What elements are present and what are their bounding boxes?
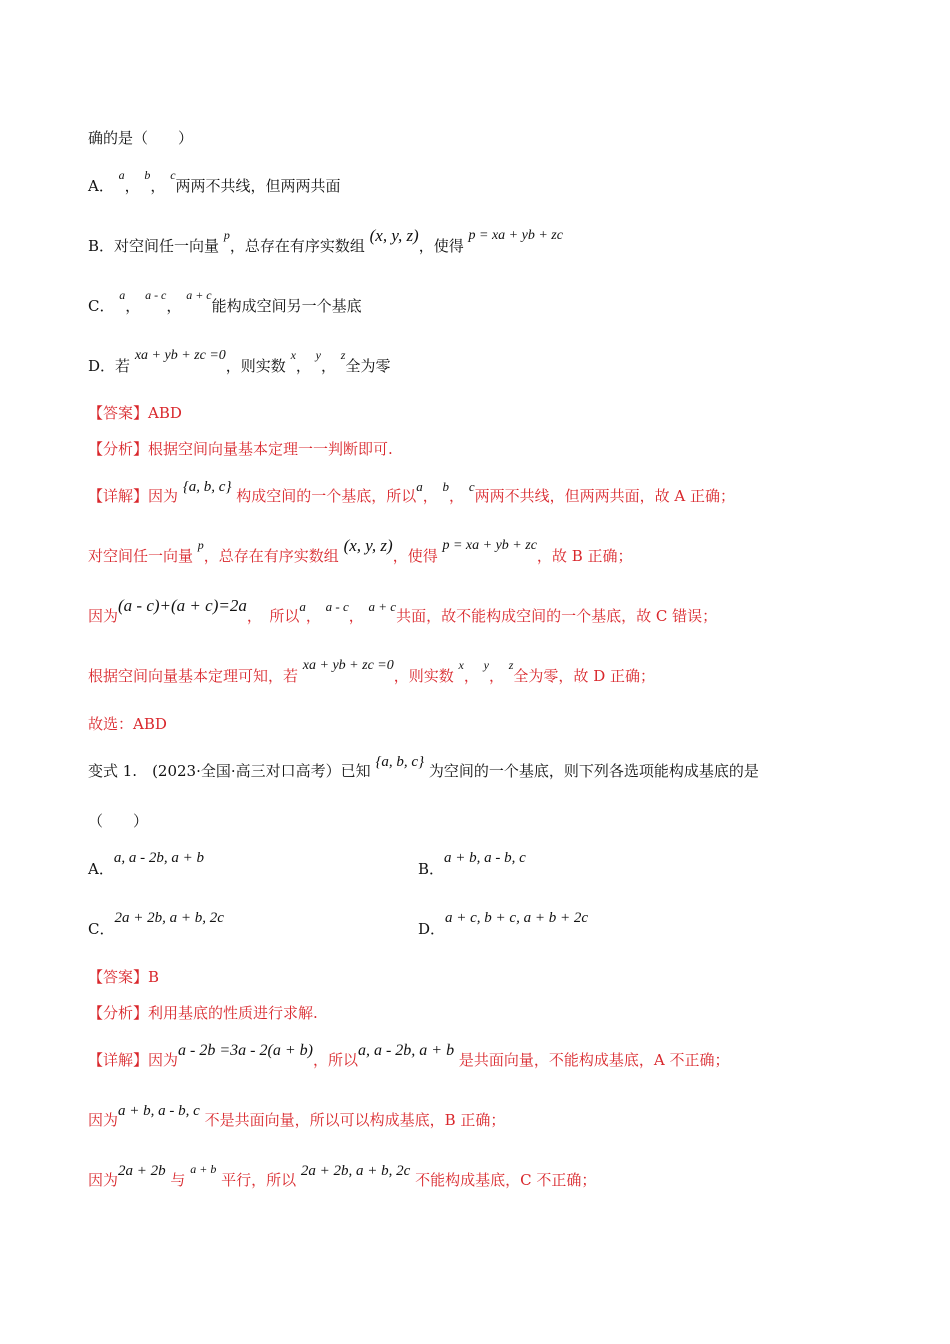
option-a xyxy=(88,168,341,198)
option-label: D． xyxy=(88,357,116,375)
equation: p = xa + yb + zc xyxy=(468,228,563,243)
var-x: x xyxy=(458,658,464,672)
option-label: D． xyxy=(418,920,446,938)
option-text: 两两不共线，但两两共面 xyxy=(175,177,341,195)
detail-line-4: 根据空间向量基本定理可知，若 xa + yb + zc =0，则实数 $^x$， $^y$， $^z$全为零，故 D 正确； xyxy=(88,658,655,685)
equation: (a - c)+(a + c)=2a xyxy=(118,596,247,615)
question-paren: （ ） xyxy=(88,812,149,830)
variant-question-stem xyxy=(88,754,759,783)
analysis-text: 根据空间向量基本定理一一判断即可. xyxy=(148,440,393,458)
vector-p: p xyxy=(197,538,204,552)
answer-tag: 【答案】 xyxy=(88,968,149,986)
detail-text: 因为 xyxy=(148,1051,179,1069)
detail-text: 与 xyxy=(170,1171,186,1189)
detail-text: 平行，所以 xyxy=(221,1171,297,1189)
detail-text: 因为 xyxy=(88,1171,119,1189)
detail-text: ，使得 xyxy=(392,547,438,565)
analysis-tag: 【分析】 xyxy=(88,1004,149,1022)
answer-tag: 【答案】 xyxy=(88,404,149,422)
detail-text: ，所以 xyxy=(312,1051,358,1069)
option-d: D．若 xa + yb + zc =0，则实数 $^x$， $^y$， $^z$全为零 xyxy=(88,348,391,375)
option-a xyxy=(88,850,204,881)
answer-line xyxy=(88,402,182,424)
detail-text: 两两不共线，但两两共面，故 A 正确； xyxy=(474,487,735,505)
option-c xyxy=(88,910,224,941)
detail-text: 全为零，故 D 正确； xyxy=(513,667,655,685)
choose-line: 故选：ABD xyxy=(88,715,167,733)
vector-a-plus-c: a + c xyxy=(186,288,212,302)
detail-text: 因为 xyxy=(148,487,179,505)
ordered-triple: (x, y, z) xyxy=(343,536,393,555)
comma: ， xyxy=(125,297,141,315)
detail-line-1: 【详解】因为 {a, b, c} 构成空间的一个基底，所以a， b， c两两不共线，但两两共面，故 A 正确； xyxy=(88,479,735,505)
stem-text: 变式 1. (2023·全国·高三对口高考）已知 xyxy=(88,762,371,780)
option-text: 若 xyxy=(115,357,131,375)
option-label: A． xyxy=(88,860,114,878)
option-label: C． xyxy=(88,297,115,315)
option-b xyxy=(418,850,526,881)
option-d xyxy=(418,910,588,941)
vector-c: c xyxy=(170,168,176,182)
detail-text: 不能构成基底，C 不正确； xyxy=(415,1171,597,1189)
option-b xyxy=(88,226,563,259)
option-label: B． xyxy=(88,237,115,255)
option-label: A． xyxy=(88,177,114,195)
equation: xa + yb + zc =0 xyxy=(302,658,394,673)
option-text: 全为零 xyxy=(345,357,391,375)
option-expr: a, a - 2b, a + b xyxy=(113,850,204,866)
vector-set: a + b, a - b, c xyxy=(118,1103,200,1119)
option-text: ，使得 xyxy=(418,237,464,255)
basis-set: {a, b, c} xyxy=(182,479,232,495)
var-z: z xyxy=(508,658,514,672)
analysis-text: 利用基底的性质进行求解. xyxy=(148,1004,318,1022)
vector-c: c xyxy=(468,479,475,494)
var-z: z xyxy=(340,348,346,362)
detail-text: ，则实数 xyxy=(393,667,454,685)
option-text: 对空间任一向量 xyxy=(114,237,220,255)
answer-value: B xyxy=(148,968,160,986)
detail-text: ， 所以 xyxy=(246,607,300,625)
vector-a-plus-c: a + c xyxy=(368,599,397,614)
equation: p = xa + yb + zc xyxy=(442,538,537,553)
vector-expr: a + b xyxy=(190,1162,217,1176)
analysis-tag: 【分析】 xyxy=(88,440,149,458)
analysis-line xyxy=(88,1002,318,1024)
equation: a - 2b =3a - 2(a + b) xyxy=(178,1042,313,1059)
vector-a: a xyxy=(416,479,423,494)
detail-line-2 xyxy=(88,536,633,569)
option-label: B． xyxy=(418,860,445,878)
option-label: C． xyxy=(88,920,115,938)
detail-text: 不是共面向量，所以可以构成基底，B 正确； xyxy=(204,1111,506,1129)
vector-p: p xyxy=(223,228,230,242)
detail-text: ，总存在有序实数组 xyxy=(203,547,339,565)
vector-a: a xyxy=(299,599,306,614)
answer-line xyxy=(88,966,159,988)
detail-text: 共面，故不能构成空间的一个基底，故 C 错误； xyxy=(396,607,718,625)
basis-set: {a, b, c} xyxy=(375,754,425,770)
comma: ， xyxy=(124,177,140,195)
detail-text: 因为 xyxy=(88,607,119,625)
vector-a: a xyxy=(119,288,126,302)
detail-line-1 xyxy=(88,1042,730,1072)
vector-a-minus-c: a - c xyxy=(325,599,349,614)
detail-line-2 xyxy=(88,1103,506,1132)
vector-a: a xyxy=(118,168,125,182)
vector-set: a, a - 2b, a + b xyxy=(357,1042,455,1059)
detail-tag: 【详解】 xyxy=(88,1051,149,1069)
option-text: ，则实数 xyxy=(225,357,286,375)
var-x: x xyxy=(290,348,296,362)
answer-value: ABD xyxy=(148,404,182,422)
question-stem-tail: 确的是（ ） xyxy=(88,129,194,147)
vector-a-minus-c: a - c xyxy=(145,288,167,302)
detail-line-3: 因为(a - c)+(a + c)=2a， 所以a， a - c， a + c共面，故不能构成空间的一个基底，故 C 错误； xyxy=(88,596,718,625)
detail-text: 对空间任一向量 xyxy=(88,547,194,565)
stem-text: 为空间的一个基底，则下列各选项能构成基底的是 xyxy=(428,762,759,780)
option-expr: 2a + 2b, a + b, 2c xyxy=(114,910,224,926)
detail-text: ，故 B 正确； xyxy=(536,547,633,565)
detail-text: 构成空间的一个基底，所以 xyxy=(236,487,417,505)
var-y: y xyxy=(483,658,489,672)
detail-line-3 xyxy=(88,1162,597,1192)
detail-text: 根据空间向量基本定理可知，若 xyxy=(88,667,299,685)
detail-text: 是共面向量，不能构成基底，A 不正确； xyxy=(458,1051,730,1069)
vector-b: b xyxy=(442,479,450,494)
comma: ， xyxy=(166,297,182,315)
option-text: ，总存在有序实数组 xyxy=(229,237,365,255)
vector-b: b xyxy=(144,168,151,182)
option-expr: a + b, a - b, c xyxy=(444,850,526,866)
vector-set: 2a + 2b, a + b, 2c xyxy=(300,1163,411,1179)
option-expr: a + c, b + c, a + b + 2c xyxy=(445,910,588,926)
detail-text: 因为 xyxy=(88,1111,119,1129)
detail-tag: 【详解】 xyxy=(88,487,149,505)
analysis-line xyxy=(88,438,393,460)
comma: ， xyxy=(150,177,166,195)
equation: xa + yb + zc =0 xyxy=(134,348,226,363)
ordered-triple: (x, y, z) xyxy=(369,226,419,245)
vector-expr: 2a + 2b xyxy=(118,1163,166,1179)
option-c xyxy=(88,288,362,318)
var-y: y xyxy=(315,348,321,362)
option-text: 能构成空间另一个基底 xyxy=(211,297,362,315)
